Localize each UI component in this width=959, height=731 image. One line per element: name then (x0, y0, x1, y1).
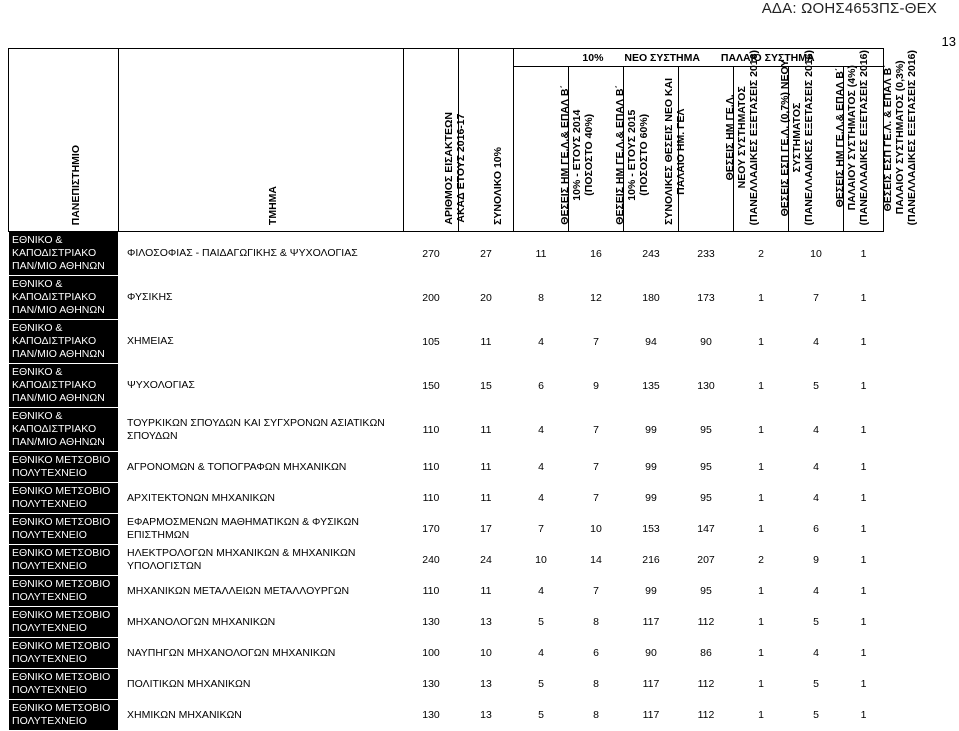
value-cell: 4 (538, 335, 544, 348)
value-cell: 13 (480, 616, 492, 628)
value-cell: 24 (480, 554, 492, 566)
department-cell: ΑΡΧΙΤΕΚΤΟΝΩΝ ΜΗΧΑΝΙΚΩΝ (127, 491, 275, 504)
value-cell: 95 (700, 585, 712, 597)
university-line: ΠΑΝ/ΜΙΟ ΑΘΗΝΩΝ (12, 304, 105, 316)
value-cell: 180 (642, 291, 660, 304)
department-cell: ΧΗΜΕΙΑΣ (127, 335, 174, 347)
value-cell: 173 (697, 291, 715, 304)
university-line: ΠΟΛΥΤΕΧΝΕΙΟ (12, 715, 87, 727)
university-line: ΕΘΝΙΚΟ ΜΕΤΣΟΒΙΟ (12, 609, 111, 621)
header-line: ΘΕΣΕΙΣ ΕΣΠ ΓΕ.Λ. (0,7%) ΝΕΟΥ (779, 58, 792, 216)
university-line: ΠΟΛΥΤΕΧΝΕΙΟ (12, 498, 87, 510)
value-cell: 90 (700, 335, 712, 348)
value-cell: 243 (642, 247, 660, 260)
university-line: ΕΘΝΙΚΟ ΜΕΤΣΟΒΙΟ (12, 547, 111, 559)
university-line: ΠΟΛΥΤΕΧΝΕΙΟ (12, 591, 87, 603)
value-cell: 200 (422, 291, 440, 304)
value-cell: 6 (538, 379, 544, 392)
header-line: ΣΥΣΤΗΜΑΤΟΣ (791, 102, 804, 173)
value-cell: 110 (422, 585, 440, 597)
university-cell (9, 700, 119, 731)
value-cell: 13 (480, 709, 492, 721)
table-row (9, 232, 884, 276)
department-cell: ΝΑΥΠΗΓΩΝ ΜΗΧΑΝΟΛΟΓΩΝ ΜΗΧΑΝΙΚΩΝ (127, 646, 336, 659)
value-cell: 1 (860, 247, 867, 260)
ada-code: ΑΔΑ: ΩΟΗΣ4653ΠΣ-ΘΕΧ (761, 0, 937, 17)
value-cell: 99 (645, 585, 657, 597)
value-cell: 1 (758, 585, 764, 597)
value-cell: 7 (593, 585, 599, 597)
header-line: (ΠΑΝΕΛΛΑΔΙΚΕΣ ΕΞΕΤΑΣΕΙΣ 2016) (905, 49, 918, 225)
university-line: ΚΑΠΟΔΙΣΤΡΙΑΚΟ (12, 291, 97, 303)
university-cell (9, 576, 119, 607)
university-line: ΠΟΛΥΤΕΧΝΕΙΟ (12, 467, 87, 479)
value-cell: 4 (538, 585, 544, 597)
university-line: ΚΑΠΟΔΙΣΤΡΙΑΚΟ (12, 379, 97, 391)
value-cell: 9 (593, 379, 599, 392)
value-cell: 1 (758, 523, 764, 535)
col-total-10 (459, 49, 514, 232)
university-line: ΠΑΝ/ΜΙΟ ΑΘΗΝΩΝ (12, 260, 105, 272)
header-line: ΠΑΛΑΙΟ ΗΜ. ΓΕΛ (675, 108, 688, 195)
university-cell (9, 452, 119, 483)
department-cell: ΨΥΧΟΛΟΓΙΑΣ (127, 379, 195, 391)
header-line: ΝΕΟΥ ΣΥΣΤΗΜΑΤΟΣ (736, 86, 749, 189)
university-line: ΕΘΝΙΚΟ ΜΕΤΣΟΒΙΟ (12, 702, 111, 714)
value-cell: 153 (642, 523, 660, 535)
header-line: ΘΕΣΕΙΣ ΗΜ ΓΕ.Λ.& ΕΠΑΛ Β΄ (614, 85, 627, 225)
value-cell: 240 (422, 554, 440, 566)
value-cell: 4 (538, 647, 544, 659)
department-cell: ΠΟΛΙΤΙΚΩΝ ΜΗΧΑΝΙΚΩΝ (127, 677, 251, 690)
value-cell: 7 (538, 523, 544, 535)
table-row (9, 276, 884, 320)
value-cell: 1 (758, 291, 764, 304)
table-row (9, 452, 884, 483)
value-cell: 11 (480, 461, 492, 473)
table-row (9, 514, 884, 545)
value-cell: 14 (590, 554, 602, 566)
header-line: 10% - ΕΤΟΥΣ 2015 (626, 109, 639, 201)
col-seats-2014 (514, 67, 596, 232)
group-header: 10% ΝΕΟ ΣΥΣΤΗΜΑ ΠΑΛΑΙΟ ΣΥΣΤΗΜΑ (514, 49, 884, 67)
header-line: (ΠΑΝΕΛΛΑΔΙΚΕΣ ΕΞΕΤΑΣΕΙΣ 2016) (803, 49, 816, 225)
value-cell: 1 (860, 461, 867, 473)
university-cell (9, 408, 119, 452)
table-row (9, 545, 884, 576)
col-new-day (679, 49, 761, 232)
university-cell (9, 320, 119, 364)
value-cell: 110 (422, 423, 440, 436)
value-cell: 130 (422, 678, 440, 690)
value-cell: 5 (813, 678, 819, 690)
admissions-table (8, 48, 918, 731)
value-cell: 7 (813, 291, 819, 304)
value-cell: 4 (813, 335, 819, 348)
university-line: ΠΟΛΥΤΕΧΝΕΙΟ (12, 560, 87, 572)
university-line: ΕΘΝΙΚΟ & (12, 366, 63, 378)
value-cell: 112 (697, 678, 715, 690)
value-cell: 1 (860, 523, 867, 535)
value-cell: 112 (697, 616, 715, 628)
value-cell: 12 (590, 291, 602, 304)
value-cell: 99 (645, 423, 657, 436)
value-cell: 1 (860, 492, 867, 504)
value-cell: 10 (810, 247, 822, 260)
university-cell (9, 276, 119, 320)
university-line: ΕΘΝΙΚΟ ΜΕΤΣΟΒΙΟ (12, 485, 111, 497)
value-cell: 4 (813, 647, 819, 659)
value-cell: 27 (480, 247, 492, 260)
university-line: ΚΑΠΟΔΙΣΤΡΙΑΚΟ (12, 423, 97, 435)
value-cell: 11 (480, 492, 492, 504)
value-cell: 216 (642, 554, 660, 566)
university-line: ΕΘΝΙΚΟ ΜΕΤΣΟΒΙΟ (12, 454, 111, 466)
university-cell (9, 638, 119, 669)
value-cell: 1 (860, 554, 867, 566)
value-cell: 270 (422, 247, 440, 260)
value-cell: 7 (593, 335, 599, 348)
col-old-day (789, 49, 871, 232)
university-cell (9, 232, 119, 276)
header-line: ΣΥΝΟΛΙΚΕΣ ΘΕΣΕΙΣ ΝΕΟ ΚΑΙ (663, 78, 676, 225)
university-cell (9, 607, 119, 638)
value-cell: 8 (593, 616, 599, 628)
value-cell: 8 (593, 709, 599, 721)
header-line: ΘΕΣΕΙΣ ΗΜ ΓΕ.Λ. (724, 94, 737, 181)
value-cell: 1 (860, 423, 867, 436)
value-cell: 4 (538, 461, 544, 473)
department-cell: ΜΗΧΑΝΙΚΩΝ ΜΕΤΑΛΛΕΙΩΝ ΜΕΤΑΛΛΟΥΡΓΩΝ (127, 584, 350, 597)
value-cell: 86 (700, 647, 712, 659)
value-cell: 130 (422, 616, 440, 628)
header-line: ΑΡΙΘΜΟΣ ΕΙΣΑΚΤΕΩΝ (443, 112, 456, 225)
value-cell: 4 (813, 461, 819, 473)
col-department: ΤΜΗΜΑ (119, 49, 404, 232)
value-cell: 16 (590, 247, 602, 260)
value-cell: 4 (813, 585, 819, 597)
university-cell (9, 364, 119, 408)
value-cell: 1 (758, 335, 764, 348)
table-row (9, 700, 884, 731)
value-cell: 10 (590, 523, 602, 535)
col-admissions (404, 49, 468, 232)
value-cell: 1 (860, 585, 867, 597)
value-cell: 4 (813, 423, 819, 436)
value-cell: 99 (645, 461, 657, 473)
value-cell: 1 (860, 291, 867, 304)
value-cell: 110 (422, 461, 440, 473)
university-line: ΕΘΝΙΚΟ ΜΕΤΣΟΒΙΟ (12, 516, 111, 528)
table-row (9, 638, 884, 669)
university-line: ΕΘΝΙΚΟ ΜΕΤΣΟΒΙΟ (12, 640, 111, 652)
value-cell: 1 (758, 461, 764, 473)
table-row (9, 576, 884, 607)
department-cell: ΦΙΛΟΣΟΦΙΑΣ - ΠΑΙΔΑΓΩΓΙΚΗΣ & ΨΥΧΟΛΟΓΙΑΣ (127, 247, 358, 260)
header-line: ΘΕΣΕΙΣ ΗΜ ΓΕ.Λ.& ΕΠΑΛ Β΄ (559, 85, 572, 225)
university-line: ΠΟΛΥΤΕΧΝΕΙΟ (12, 529, 87, 541)
university-line: ΕΘΝΙΚΟ & (12, 322, 63, 334)
department-cell: ΦΥΣΙΚΗΣ (127, 291, 173, 303)
department-cell: ΧΗΜΙΚΩΝ ΜΗΧΑΝΙΚΩΝ (127, 708, 242, 721)
header-line: ΘΕΣΕΙΣ ΗΜ ΓΕ.Λ.& ΕΠΑΛ Β΄ (834, 67, 847, 208)
value-cell: 99 (645, 492, 657, 504)
value-cell: 95 (700, 461, 712, 473)
value-cell: 1 (758, 616, 764, 628)
value-cell: 170 (422, 523, 440, 535)
value-cell: 11 (480, 335, 492, 348)
header-line: (ΠΑΝΕΛΛΑΔΙΚΕΣ ΕΞΕΤΑΣΕΙΣ 2016) (858, 49, 871, 225)
value-cell: 5 (813, 709, 819, 721)
value-cell: 9 (813, 554, 819, 566)
value-cell: 10 (535, 554, 547, 566)
value-cell: 5 (538, 678, 544, 690)
value-cell: 1 (758, 647, 764, 659)
value-cell: 110 (422, 492, 440, 504)
header-line: ΠΑΛΑΙΟΥ ΣΥΣΤΗΜΑΤΟΣ (0,3%) (893, 60, 906, 215)
value-cell: 112 (697, 709, 715, 721)
header-line: ΑΚΑΔ ΕΤΟΥΣ 2016-17 (455, 114, 468, 224)
university-line: ΠΟΛΥΤΕΧΝΕΙΟ (12, 684, 87, 696)
value-cell: 7 (593, 461, 599, 473)
value-cell: 117 (642, 616, 660, 628)
table-row (9, 669, 884, 700)
value-cell: 130 (697, 379, 715, 392)
header-line: 10% - ΕΤΟΥΣ 2014 (571, 109, 584, 201)
table-row (9, 408, 884, 452)
value-cell: 1 (860, 709, 867, 721)
university-line: ΕΘΝΙΚΟ ΜΕΤΣΟΒΙΟ (12, 671, 111, 683)
value-cell: 7 (593, 492, 599, 504)
value-cell: 17 (480, 523, 492, 535)
header-line: ΣΥΝΟΛΙΚΟ 10% (492, 147, 505, 225)
university-line: ΚΑΠΟΔΙΣΤΡΙΑΚΟ (12, 247, 97, 259)
university-line: ΠΑΝ/ΜΙΟ ΑΘΗΝΩΝ (12, 436, 105, 448)
value-cell: 2 (758, 554, 764, 566)
value-cell: 95 (700, 423, 712, 436)
value-cell: 10 (480, 647, 492, 659)
university-line: ΠΑΝ/ΜΙΟ ΑΘΗΝΩΝ (12, 392, 105, 404)
university-cell (9, 669, 119, 700)
table-body (9, 232, 884, 731)
department-cell: ΤΟΥΡΚΙΚΩΝ ΣΠΟΥΔΩΝ ΚΑΙ ΣΥΓΧΡΟΝΩΝ ΑΣΙΑΤΙΚΩΝ ΣΠΟΥΔΩΝ (127, 416, 385, 442)
col-new-evening (734, 49, 816, 232)
value-cell: 11 (480, 423, 492, 436)
university-line: ΕΘΝΙΚΟ & (12, 234, 63, 246)
value-cell: 5 (538, 616, 544, 628)
value-cell: 6 (813, 523, 819, 535)
value-cell: 207 (697, 554, 715, 566)
value-cell: 13 (480, 678, 492, 690)
table-row (9, 364, 884, 408)
value-cell: 1 (860, 335, 867, 348)
page-number: 13 (941, 34, 956, 49)
value-cell: 1 (758, 423, 764, 436)
value-cell: 117 (642, 709, 660, 721)
col-seats-2015 (569, 67, 651, 232)
table-row (9, 607, 884, 638)
department-cell: ΕΦΑΡΜΟΣΜΕΝΩΝ ΜΑΘΗΜΑΤΙΚΩΝ & ΦΥΣΙΚΩΝ ΕΠΙΣΤΗΜΩΝ (127, 516, 359, 541)
value-cell: 2 (758, 247, 764, 260)
department-cell: ΑΓΡΟΝΟΜΩΝ & ΤΟΠΟΓΡΑΦΩΝ ΜΗΧΑΝΙΚΩΝ (127, 460, 347, 473)
value-cell: 1 (758, 379, 764, 392)
value-cell: 117 (642, 678, 660, 690)
value-cell: 4 (538, 492, 544, 504)
value-cell: 233 (697, 247, 715, 260)
value-cell: 5 (813, 379, 819, 392)
value-cell: 1 (758, 678, 764, 690)
header-line: (ΠΑΝΕΛΛΑΔΙΚΕΣ ΕΞΕΤΑΣΕΙΣ 2016) (748, 49, 761, 225)
university-cell (9, 514, 119, 545)
department-cell: ΜΗΧΑΝΟΛΟΓΩΝ ΜΗΧΑΝΙΚΩΝ (127, 615, 276, 628)
value-cell: 11 (480, 585, 492, 597)
value-cell: 8 (593, 678, 599, 690)
value-cell: 4 (538, 423, 544, 436)
university-line: ΕΘΝΙΚΟ & (12, 410, 63, 422)
value-cell: 147 (697, 523, 715, 535)
value-cell: 4 (813, 492, 819, 504)
value-cell: 100 (422, 647, 440, 659)
university-line: ΠΑΝ/ΜΙΟ ΑΘΗΝΩΝ (12, 348, 105, 360)
value-cell: 105 (422, 335, 440, 348)
university-line: ΕΘΝΙΚΟ & (12, 278, 63, 290)
value-cell: 1 (758, 492, 764, 504)
value-cell: 11 (535, 247, 547, 260)
value-cell: 95 (700, 492, 712, 504)
value-cell: 5 (538, 709, 544, 721)
value-cell: 5 (813, 616, 819, 628)
value-cell: 6 (593, 647, 599, 659)
value-cell: 90 (645, 647, 657, 659)
value-cell: 1 (860, 678, 867, 690)
header-line: (ΠΟΣΟΣΤΟ 40%) (583, 114, 596, 197)
university-cell (9, 483, 119, 514)
value-cell: 15 (480, 379, 492, 392)
university-line: ΠΟΛΥΤΕΧΝΕΙΟ (12, 622, 87, 634)
table-row (9, 483, 884, 514)
value-cell: 7 (593, 423, 599, 436)
value-cell: 135 (642, 379, 660, 392)
value-cell: 8 (538, 291, 544, 304)
col-total-new-old (624, 67, 688, 232)
value-cell: 20 (480, 291, 492, 304)
header-line: (ΠΟΣΟΣΤΟ 60%) (638, 114, 651, 197)
value-cell: 94 (645, 335, 657, 348)
university-cell (9, 545, 119, 576)
value-cell: 1 (758, 709, 764, 721)
value-cell: 1 (860, 379, 867, 392)
value-cell: 150 (422, 379, 440, 392)
value-cell: 1 (860, 647, 867, 659)
university-line: ΚΑΠΟΔΙΣΤΡΙΑΚΟ (12, 335, 97, 347)
table-row (9, 320, 884, 364)
col-university: ΠΑΝΕΠΙΣΤΗΜΙΟ (9, 49, 119, 232)
university-line: ΠΟΛΥΤΕΧΝΕΙΟ (12, 653, 87, 665)
department-cell: ΗΛΕΚΤΡΟΛΟΓΩΝ ΜΗΧΑΝΙΚΩΝ & ΜΗΧΑΝΙΚΩΝ ΥΠΟΛΟΓΙΣΤΩΝ (127, 547, 356, 572)
col-old-evening (844, 49, 918, 232)
value-cell: 130 (422, 709, 440, 721)
header-line: ΘΕΣΕΙΣ ΕΣΠ ΓΕ.Λ. & ΕΠΑΛ Β΄ (881, 63, 894, 211)
university-line: ΕΘΝΙΚΟ ΜΕΤΣΟΒΙΟ (12, 578, 111, 590)
value-cell: 1 (860, 616, 867, 628)
header-line: ΠΑΛΑΙΟΥ ΣΥΣΤΗΜΑΤΟΣ (4%) (846, 64, 859, 210)
